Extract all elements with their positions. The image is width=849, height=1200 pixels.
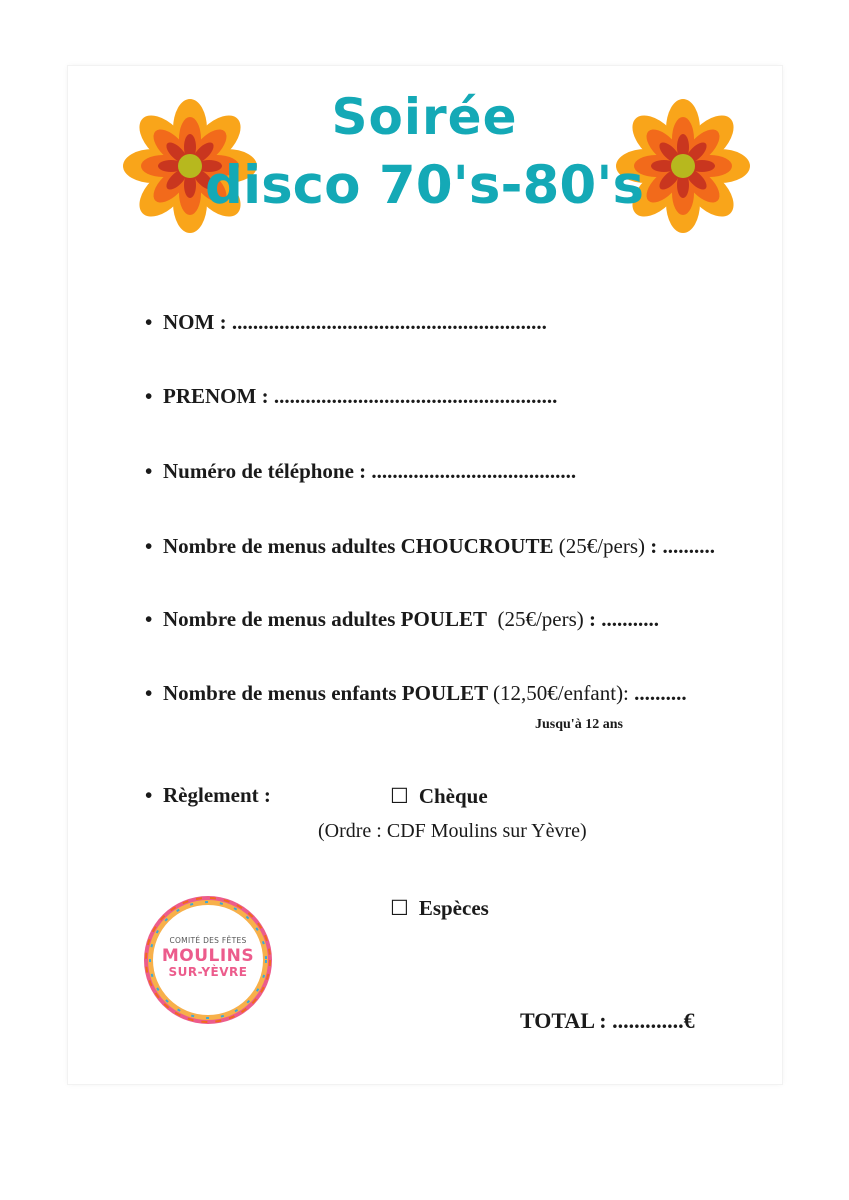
field-prenom[interactable]: [145, 384, 557, 409]
bullet: •: [145, 607, 153, 631]
payment-label: Règlement :: [163, 783, 271, 807]
logo-line-2: MOULINS: [161, 946, 255, 966]
field-label: Nombre de menus adultes POULET: [163, 607, 487, 631]
cheque-label: Chèque: [418, 784, 488, 808]
title-line-1: Soirée: [331, 88, 518, 146]
field-dots: .......................................: [371, 459, 577, 483]
field-label: Nombre de menus adultes CHOUCROUTE: [163, 534, 554, 558]
field-label: Nombre de menus enfants POULET: [163, 681, 488, 705]
field-price: (12,50€/enfant):: [493, 681, 629, 705]
field-label: Numéro de téléphone :: [163, 459, 367, 483]
logo-line-3: SUR-YÈVRE: [168, 965, 248, 979]
cheque-checkbox[interactable]: ☐: [390, 784, 409, 808]
bullet: •: [145, 310, 153, 334]
field-menus-choucroute[interactable]: [145, 534, 715, 559]
field-telephone[interactable]: [145, 459, 576, 484]
logo-line-1: COMITÉ DES FÊTES: [169, 936, 247, 945]
total-dots: .............: [612, 1008, 684, 1033]
field-dots: ..........: [634, 681, 687, 705]
payment-label-row: [145, 783, 271, 808]
total-field[interactable]: [520, 1008, 695, 1034]
bullet: •: [145, 534, 153, 558]
field-dots: ......................................................: [273, 384, 558, 408]
bullet: •: [145, 681, 153, 705]
cheque-order-note: (Ordre : CDF Moulins sur Yèvre): [318, 820, 587, 842]
cheque-option[interactable]: [390, 784, 488, 809]
title-line-2: disco 70's-80's: [205, 155, 644, 216]
comite-des-fetes-logo: [141, 893, 275, 1027]
total-label: TOTAL :: [520, 1008, 607, 1033]
field-label: NOM :: [163, 310, 227, 334]
field-menus-enfants[interactable]: [145, 681, 687, 706]
total-currency: €: [683, 1008, 695, 1033]
field-dots: ............................................................: [231, 310, 547, 334]
field-label: PRENOM :: [163, 384, 269, 408]
field-menus-poulet[interactable]: [145, 607, 659, 632]
field-price: (25€/pers): [497, 607, 584, 631]
bullet: •: [145, 384, 153, 408]
child-age-note: Jusqu'à 12 ans: [535, 717, 623, 732]
field-dots: ...........: [601, 607, 660, 631]
field-price: (25€/pers): [558, 534, 646, 558]
field-nom[interactable]: [145, 310, 547, 335]
field-suffix: :: [645, 534, 658, 558]
bullet: •: [145, 783, 153, 807]
especes-checkbox[interactable]: ☐: [390, 896, 409, 920]
field-suffix: :: [583, 607, 597, 631]
especes-option[interactable]: [390, 896, 489, 921]
bullet: •: [145, 459, 153, 483]
field-dots: ..........: [662, 534, 716, 558]
especes-label: Espèces: [418, 896, 489, 920]
